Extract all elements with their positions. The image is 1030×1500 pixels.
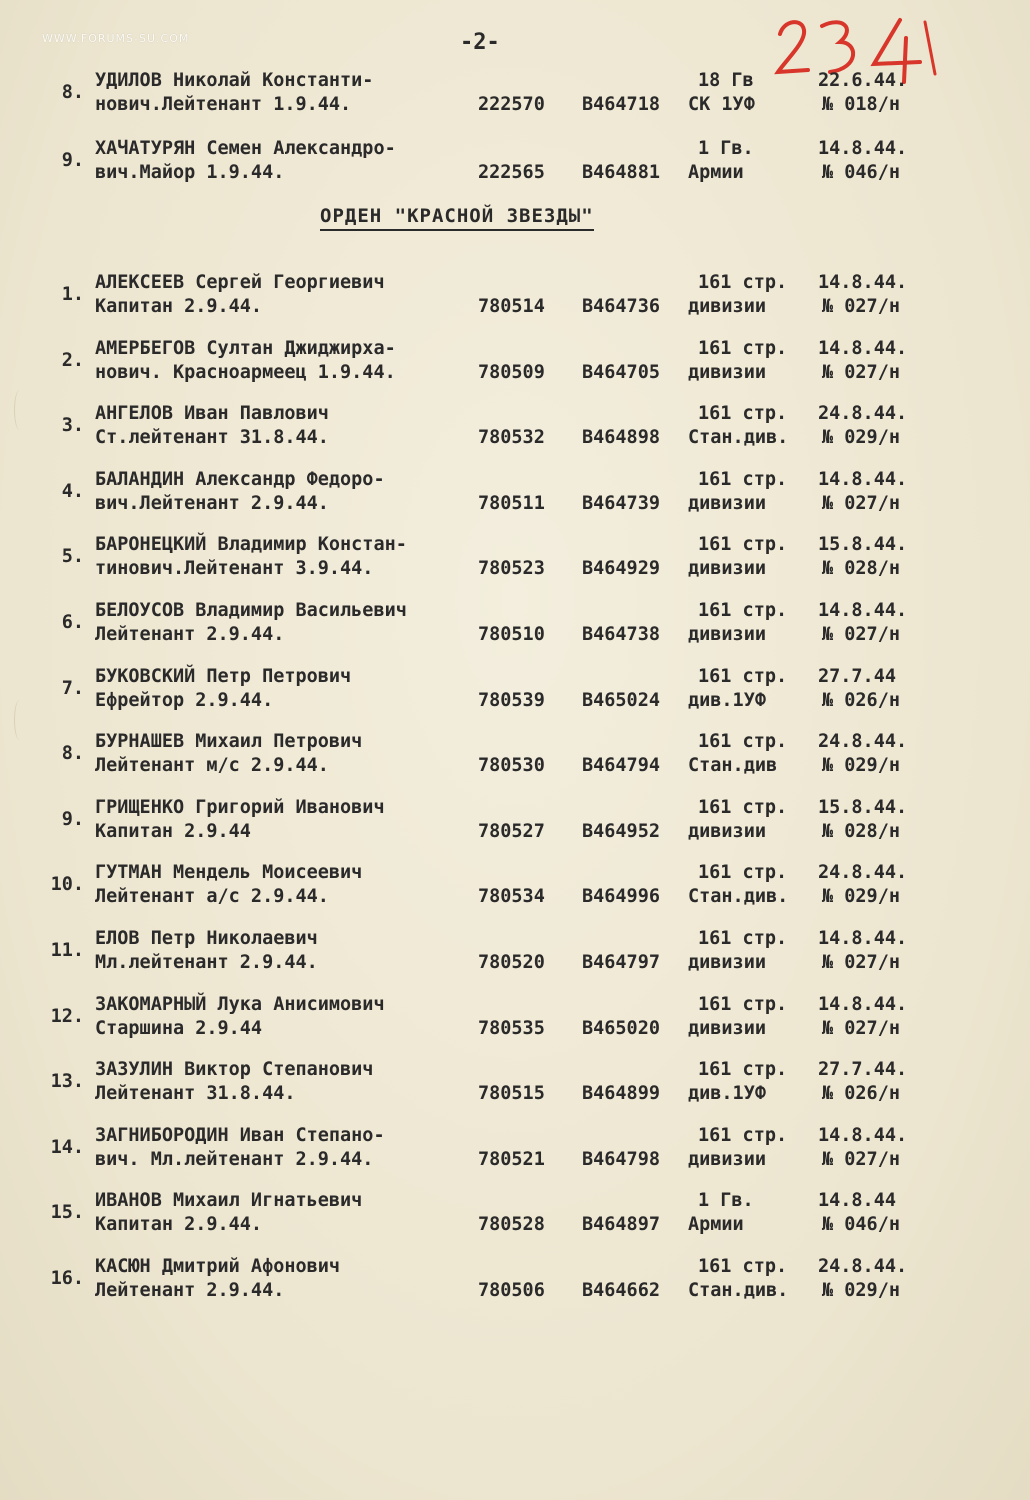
entry-order-date: 14.8.44. [818, 338, 908, 359]
entry-serial: В464897 [582, 1214, 660, 1235]
entry-order-date: 14.8.44. [818, 600, 908, 621]
list-item [0, 1256, 1030, 1312]
entry-order-date: 14.8.44. [818, 994, 908, 1015]
entry-number: 13. [50, 1071, 84, 1092]
entry-certificate: 780520 [478, 952, 545, 973]
entry-name: БАЛАНДИН Александр Федоро- [95, 469, 385, 490]
entry-certificate: 780509 [478, 362, 545, 383]
entry-awarder-unit: див.1УФ [688, 690, 766, 711]
entry-name: БУКОВСКИЙ Петр Петрович [95, 666, 352, 687]
entry-name: БАРОНЕЦКИЙ Владимир Констан- [95, 534, 407, 555]
entry-order-date: 27.7.44 [818, 666, 896, 687]
entry-order-number: № 027/н [822, 952, 900, 973]
entry-rank-date: вич.Лейтенант 2.9.44. [95, 493, 329, 514]
entry-awarder-unit: дивизии [688, 952, 766, 973]
entry-order-number: № 046/н [822, 162, 900, 183]
entry-name: ИВАНОВ Михаил Игнатьевич [95, 1190, 363, 1211]
entry-name: ЗАЗУЛИН Виктор Степанович [95, 1059, 374, 1080]
entry-awarder-unit: дивизии [688, 624, 766, 645]
entry-awarder-unit: Стан.див. [688, 1280, 789, 1301]
entry-rank-date: нович.Лейтенант 1.9.44. [95, 94, 352, 115]
entry-order-number: № 027/н [822, 296, 900, 317]
entry-order-date: 14.8.44. [818, 469, 908, 490]
entry-order-date: 22.6.44. [818, 70, 908, 91]
entry-awarder: 161 стр. [698, 1256, 788, 1277]
entry-order-number: № 046/н [822, 1214, 900, 1235]
entry-certificate: 780511 [478, 493, 545, 514]
entry-name: ЗАКОМАРНЫЙ Лука Анисимович [95, 994, 385, 1015]
entry-awarder-unit: дивизии [688, 558, 766, 579]
entry-serial: В464952 [582, 821, 660, 842]
entry-awarder: 1 Гв. [698, 1190, 754, 1211]
entry-awarder-unit: Стан.див [688, 755, 778, 776]
entry-awarder: 161 стр. [698, 1059, 788, 1080]
entry-order-number: № 027/н [822, 624, 900, 645]
entry-name: БУРНАШЕВ Михаил Петрович [95, 731, 363, 752]
entry-rank-date: Старшина 2.9.44 [95, 1018, 263, 1039]
entry-awarder-unit: Армии [688, 1214, 744, 1235]
entry-serial: В464798 [582, 1149, 660, 1170]
entry-certificate: 780506 [478, 1280, 545, 1301]
list-item [0, 928, 1030, 984]
entry-order-number: № 027/н [822, 362, 900, 383]
entry-number: 9. [61, 809, 84, 830]
entry-certificate: 780527 [478, 821, 545, 842]
list-item [0, 70, 1030, 126]
entry-awarder: 161 стр. [698, 534, 788, 555]
entry-serial: В464881 [582, 162, 660, 183]
entry-number: 9. [61, 150, 84, 171]
entry-rank-date: Капитан 2.9.44. [95, 296, 263, 317]
list-item [0, 272, 1030, 328]
entry-order-date: 15.8.44. [818, 797, 908, 818]
entry-number: 10. [50, 874, 84, 895]
entry-awarder: 161 стр. [698, 600, 788, 621]
entry-awarder-unit: дивизии [688, 1149, 766, 1170]
entry-certificate: 222570 [478, 94, 545, 115]
entry-rank-date: Лейтенант 31.8.44. [95, 1083, 296, 1104]
entry-awarder-unit: Стан.див. [688, 886, 789, 907]
entry-number: 5. [61, 546, 84, 567]
entry-order-number: № 029/н [822, 755, 900, 776]
entry-certificate: 780521 [478, 1149, 545, 1170]
entry-awarder: 161 стр. [698, 272, 788, 293]
list-item [0, 403, 1030, 459]
entry-name: ГРИЩЕНКО Григорий Иванович [95, 797, 385, 818]
entry-serial: В464718 [582, 94, 660, 115]
entry-awarder-unit: дивизии [688, 1018, 766, 1039]
entry-name: АЛЕКСЕЕВ Сергей Георгиевич [95, 272, 385, 293]
entry-order-number: № 028/н [822, 821, 900, 842]
entry-awarder-unit: дивизии [688, 493, 766, 514]
entry-order-number: № 029/н [822, 1280, 900, 1301]
entry-awarder: 1 Гв. [698, 138, 754, 159]
entry-awarder: 18 Гв [698, 70, 754, 91]
entry-serial: В464929 [582, 558, 660, 579]
entry-order-date: 27.7.44. [818, 1059, 908, 1080]
entry-name: КАСЮН Дмитрий Афонович [95, 1256, 341, 1277]
list-item [0, 534, 1030, 590]
entry-order-number: № 027/н [822, 1149, 900, 1170]
entry-serial: В464794 [582, 755, 660, 776]
entry-certificate: 780535 [478, 1018, 545, 1039]
list-item [0, 1059, 1030, 1115]
entry-awarder: 161 стр. [698, 1125, 788, 1146]
entry-name: АМЕРБЕГОВ Султан Джиджирха- [95, 338, 396, 359]
entry-awarder: 161 стр. [698, 862, 788, 883]
list-item [0, 469, 1030, 525]
entry-awarder-unit: див.1УФ [688, 1083, 766, 1104]
list-item [0, 1190, 1030, 1246]
entry-number: 16. [50, 1268, 84, 1289]
entry-rank-date: Мл.лейтенант 2.9.44. [95, 952, 318, 973]
entry-rank-date: Лейтенант м/с 2.9.44. [95, 755, 329, 776]
entry-name: ЗАГНИБОРОДИН Иван Степано- [95, 1125, 385, 1146]
list-item [0, 862, 1030, 918]
entry-awarder: 161 стр. [698, 403, 788, 424]
entry-serial: В464899 [582, 1083, 660, 1104]
section-heading: ОРДЕН "КРАСНОЙ ЗВЕЗДЫ" [320, 205, 594, 231]
entry-rank-date: Ст.лейтенант 31.8.44. [95, 427, 329, 448]
list-item [0, 600, 1030, 656]
entry-order-number: № 027/н [822, 493, 900, 514]
entry-rank-date: Лейтенант 2.9.44. [95, 1280, 285, 1301]
entry-order-date: 24.8.44. [818, 731, 908, 752]
list-item [0, 338, 1030, 394]
entry-order-date: 14.8.44 [818, 1190, 896, 1211]
entry-number: 6. [61, 612, 84, 633]
entry-order-number: № 028/н [822, 558, 900, 579]
entry-name: ХАЧАТУРЯН Семен Александро- [95, 138, 396, 159]
entry-name: БЕЛОУСОВ Владимир Васильевич [95, 600, 407, 621]
entry-rank-date: нович. Красноармеец 1.9.44. [95, 362, 396, 383]
entry-certificate: 780539 [478, 690, 545, 711]
entry-awarder: 161 стр. [698, 797, 788, 818]
entry-awarder-unit: дивизии [688, 296, 766, 317]
page-number: -2- [460, 30, 500, 55]
entry-name: ЕЛОВ Петр Николаевич [95, 928, 318, 949]
entry-order-date: 14.8.44. [818, 928, 908, 949]
entry-order-number: № 027/н [822, 1018, 900, 1039]
entry-serial: В464996 [582, 886, 660, 907]
entry-order-number: № 018/н [822, 94, 900, 115]
entry-order-date: 15.8.44. [818, 534, 908, 555]
entry-serial: В464898 [582, 427, 660, 448]
entry-rank-date: Капитан 2.9.44 [95, 821, 251, 842]
entry-certificate: 780515 [478, 1083, 545, 1104]
entry-awarder: 161 стр. [698, 994, 788, 1015]
entry-number: 12. [50, 1006, 84, 1027]
entry-order-number: № 029/н [822, 427, 900, 448]
entry-serial: В464797 [582, 952, 660, 973]
entry-number: 3. [61, 415, 84, 436]
entry-awarder-unit: СК 1УФ [688, 94, 755, 115]
entry-rank-date: вич.Майор 1.9.44. [95, 162, 285, 183]
entry-order-date: 14.8.44. [818, 272, 908, 293]
entry-name: АНГЕЛОВ Иван Павлович [95, 403, 329, 424]
entry-order-date: 24.8.44. [818, 1256, 908, 1277]
entry-serial: В465020 [582, 1018, 660, 1039]
entry-awarder: 161 стр. [698, 338, 788, 359]
entry-certificate: 780523 [478, 558, 545, 579]
entry-awarder-unit: Стан.див. [688, 427, 789, 448]
entry-rank-date: Капитан 2.9.44. [95, 1214, 263, 1235]
entry-certificate: 780532 [478, 427, 545, 448]
entry-number: 1. [61, 284, 84, 305]
entry-awarder: 161 стр. [698, 928, 788, 949]
entry-order-date: 24.8.44. [818, 862, 908, 883]
entry-awarder: 161 стр. [698, 731, 788, 752]
entry-name: УДИЛОВ Николай Константи- [95, 70, 374, 91]
entry-certificate: 222565 [478, 162, 545, 183]
entry-number: 8. [61, 743, 84, 764]
entry-rank-date: Лейтенант а/с 2.9.44. [95, 886, 329, 907]
entry-number: 4. [61, 481, 84, 502]
list-item [0, 994, 1030, 1050]
entry-rank-date: Лейтенант 2.9.44. [95, 624, 285, 645]
entry-number: 14. [50, 1137, 84, 1158]
entry-order-date: 14.8.44. [818, 1125, 908, 1146]
list-item [0, 797, 1030, 853]
entry-number: 15. [50, 1202, 84, 1223]
entry-rank-date: вич. Мл.лейтенант 2.9.44. [95, 1149, 374, 1170]
entry-number: 8. [61, 82, 84, 103]
entry-serial: В464736 [582, 296, 660, 317]
site-watermark: WWW.FORUMS-SU.COM [42, 32, 190, 45]
list-item [0, 1125, 1030, 1181]
entry-order-date: 24.8.44. [818, 403, 908, 424]
entry-awarder: 161 стр. [698, 469, 788, 490]
entry-rank-date: тинович.Лейтенант 3.9.44. [95, 558, 374, 579]
entry-order-number: № 029/н [822, 886, 900, 907]
entry-order-number: № 026/н [822, 690, 900, 711]
entry-awarder-unit: дивизии [688, 821, 766, 842]
entry-number: 2. [61, 350, 84, 371]
entry-number: 11. [50, 940, 84, 961]
entry-serial: В464705 [582, 362, 660, 383]
entry-certificate: 780514 [478, 296, 545, 317]
entry-certificate: 780534 [478, 886, 545, 907]
entry-serial: В464738 [582, 624, 660, 645]
entry-certificate: 780530 [478, 755, 545, 776]
entry-awarder: 161 стр. [698, 666, 788, 687]
entry-certificate: 780528 [478, 1214, 545, 1235]
entry-name: ГУТМАН Мендель Моисеевич [95, 862, 363, 883]
entry-order-number: № 026/н [822, 1083, 900, 1104]
entry-serial: В465024 [582, 690, 660, 711]
entry-certificate: 780510 [478, 624, 545, 645]
entry-serial: В464662 [582, 1280, 660, 1301]
entry-number: 7. [61, 678, 84, 699]
list-item [0, 731, 1030, 787]
entry-awarder-unit: Армии [688, 162, 744, 183]
entry-serial: В464739 [582, 493, 660, 514]
list-item [0, 138, 1030, 194]
entry-rank-date: Ефрейтор 2.9.44. [95, 690, 274, 711]
entry-order-date: 14.8.44. [818, 138, 908, 159]
entry-awarder-unit: дивизии [688, 362, 766, 383]
list-item [0, 666, 1030, 722]
